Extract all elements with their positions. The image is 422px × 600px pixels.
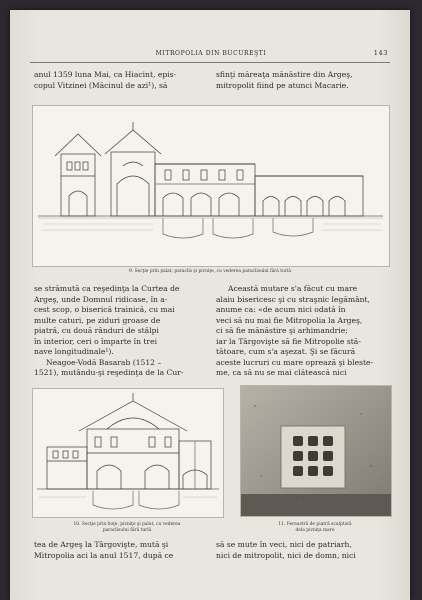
figure-10-section-drawing <box>32 388 224 518</box>
figure-11-svg <box>241 386 391 516</box>
page-number: 143 <box>373 49 388 57</box>
text-line: aceste lucruri cu mare oprează şi bleste- <box>216 357 374 367</box>
text-line: multe caturi, pe ziduri groase de <box>34 315 161 325</box>
text-line: Mitropolia aci la anul 1517, după ce <box>34 550 174 560</box>
caption-line: dela pivniţa mare <box>295 528 335 533</box>
caption-line: paraclisului fără turlă <box>102 528 152 533</box>
bottom-right-column <box>216 540 396 561</box>
top-right-column <box>216 70 396 91</box>
text-line: să se mute în veci, nici de patriarh, <box>216 540 352 549</box>
figure-9-section-drawing <box>32 105 390 267</box>
middle-right-column <box>216 284 396 379</box>
text-line: se strămută ca reşedinţa la Curtea de <box>34 284 180 293</box>
text-line: veci să nu mai fie Mitropolia la Argeş, <box>216 315 363 325</box>
figure-9-svg <box>33 106 389 266</box>
text-line: piatră, cu două rânduri de stâlpi <box>34 326 159 335</box>
text-line: copul Vitzinei (Măcinul de azi¹), să <box>34 80 168 90</box>
text-line: mitropolit fiind pe atunci Macarie. <box>216 80 349 90</box>
figure-10-svg <box>33 389 223 517</box>
text-line: nici de mitropolit, nici de domn, nici <box>216 550 356 560</box>
text-line: anul 1359 luna Mai, ca Hiacint, epis- <box>34 70 177 79</box>
figure-11-caption <box>240 522 390 534</box>
figure-9-caption: 9. Secţie prin palat, paraclis şi pivniţe, cu vederea paraclisului fără turlă <box>128 269 292 274</box>
text-line: tătoare, cum s'a aşezat. Şi se făcură <box>216 347 356 356</box>
text-line: me, ca să nu se mai clătească nici <box>216 368 347 377</box>
figure-11-stone-window-photo <box>240 385 392 517</box>
text-line: nave longitudinale¹). <box>34 347 114 356</box>
text-line: alaiu bisericesc şi cu straşnic legământ, <box>216 294 370 304</box>
text-line: sfinţi măreaţa mănăstire din Argeş, <box>216 70 353 79</box>
caption-line: 10. Secţie prin boţe, pivniţe şi palat, cu vederea <box>73 522 181 527</box>
text-line: iar la Târgovişte să fie Mitropolie stă- <box>216 336 361 346</box>
running-title: MITROPOLIA DIN BUCUREŞTI <box>155 50 267 57</box>
text-line: Neagoe-Vodă Basarab (1512 – <box>46 357 162 367</box>
middle-left-column <box>34 284 210 379</box>
text-line: cest scop, o biserică trainică, cu mai <box>34 305 175 314</box>
text-line: ci să fie mănăstire şi arhimandrie; <box>216 326 348 335</box>
text-line: anume ca: «de acum nici odată în <box>216 305 346 314</box>
text-line: tea de Argeş la Târgovişte, mută şi <box>34 540 169 549</box>
text-line: Această mutare s'a făcut cu mare <box>228 284 358 293</box>
bottom-left-column <box>34 540 210 561</box>
book-page <box>10 10 410 600</box>
text-line: 1521), mutându-şi reşedinţa de la Cur- <box>34 368 184 377</box>
top-left-column <box>34 70 210 91</box>
text-line: în interior, ceri o împarte în trei <box>34 336 158 346</box>
figure-10-caption <box>32 522 222 534</box>
text-line: Argeş, unde Domnul ridicase, în a- <box>34 294 168 304</box>
caption-line: 11. Fereastră de piatră sculptată <box>278 522 352 527</box>
header-rule <box>30 62 390 63</box>
